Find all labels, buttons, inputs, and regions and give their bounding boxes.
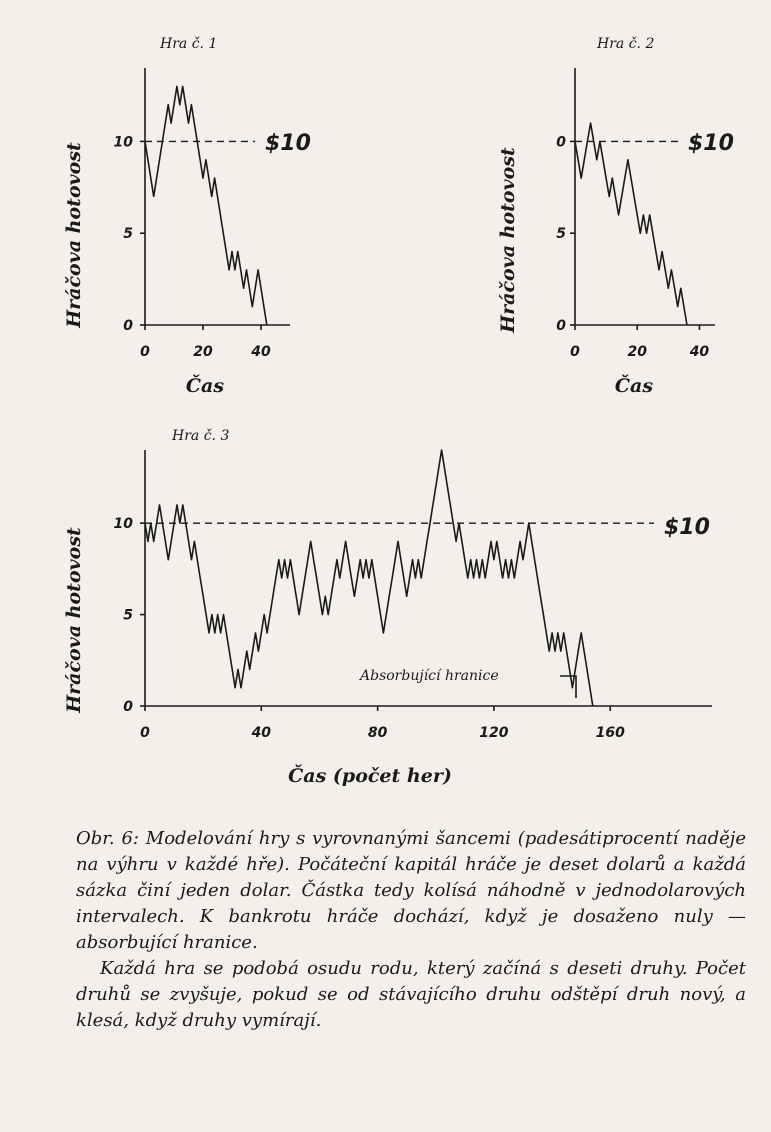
chart-title: Hra č. 2 xyxy=(597,36,655,52)
y-tick-label: 5 xyxy=(123,607,133,624)
x-tick-label: 40 xyxy=(251,725,272,741)
x-tick-label: 0 xyxy=(570,344,580,360)
series-line xyxy=(575,123,687,325)
y-tick-label: 0 xyxy=(556,318,566,334)
x-axis-label: Čas (počet her) xyxy=(288,765,452,787)
x-axis-label: Čas xyxy=(185,375,225,397)
reference-label: $10 xyxy=(688,131,734,156)
x-tick-label: 40 xyxy=(689,344,710,360)
chart-3 xyxy=(63,428,712,787)
x-tick-label: 120 xyxy=(479,725,509,741)
y-tick-label: 0 xyxy=(556,134,566,151)
x-tick-label: 80 xyxy=(367,725,388,741)
chart-title: Hra č. 1 xyxy=(160,36,218,52)
y-tick-label: 5 xyxy=(556,226,566,243)
x-tick-label: 0 xyxy=(140,725,150,741)
chart-title: Hra č. 3 xyxy=(172,428,230,444)
x-tick-label: 0 xyxy=(140,344,150,360)
y-axis-label: Hráčova hotovost xyxy=(63,142,85,328)
reference-label: $10 xyxy=(265,131,311,156)
chart-2 xyxy=(497,36,734,397)
x-tick-label: 20 xyxy=(193,344,213,360)
y-tick-label: 0 xyxy=(123,699,133,715)
y-tick-label: 0 xyxy=(123,318,133,334)
annotation-label: Absorbující hranice xyxy=(360,668,499,684)
x-tick-label: 160 xyxy=(595,725,625,741)
chart-1 xyxy=(63,36,311,397)
y-tick-label: 10 xyxy=(113,516,133,533)
reference-label: $10 xyxy=(664,515,710,540)
y-tick-label: 10 xyxy=(113,134,133,151)
caption-paragraph-1: Obr. 6: Modelování hry s vyrovnanými šancemi (padesátiprocentí naděje na výhru v každé hře). Počáteční kapitál hráče je deset dolarů a každá sázka činí jeden dolar. Částka tedy kolísá náhodně v jednodolarových intervalech. K bankrotu hráče dochází, když je dosaženo nuly — absorbující hranice. xyxy=(76,828,746,953)
figure-caption xyxy=(76,826,746,1034)
x-tick-label: 40 xyxy=(251,344,271,360)
x-tick-label: 20 xyxy=(627,344,647,360)
x-axis-label: Čas xyxy=(614,375,654,397)
caption-paragraph-2: Každá hra se podobá osudu rodu, který začíná s deseti druhy. Počet druhů se zvyšuje, pokud se od stávajícího druhu odštěpí druh nový, a klesá, když druhy vymírají. xyxy=(76,958,746,1031)
series-line xyxy=(145,86,267,325)
y-axis-label: Hráčova hotovost xyxy=(63,527,85,713)
y-tick-label: 5 xyxy=(123,226,133,243)
y-axis-label: Hráčova hotovost xyxy=(497,147,519,333)
